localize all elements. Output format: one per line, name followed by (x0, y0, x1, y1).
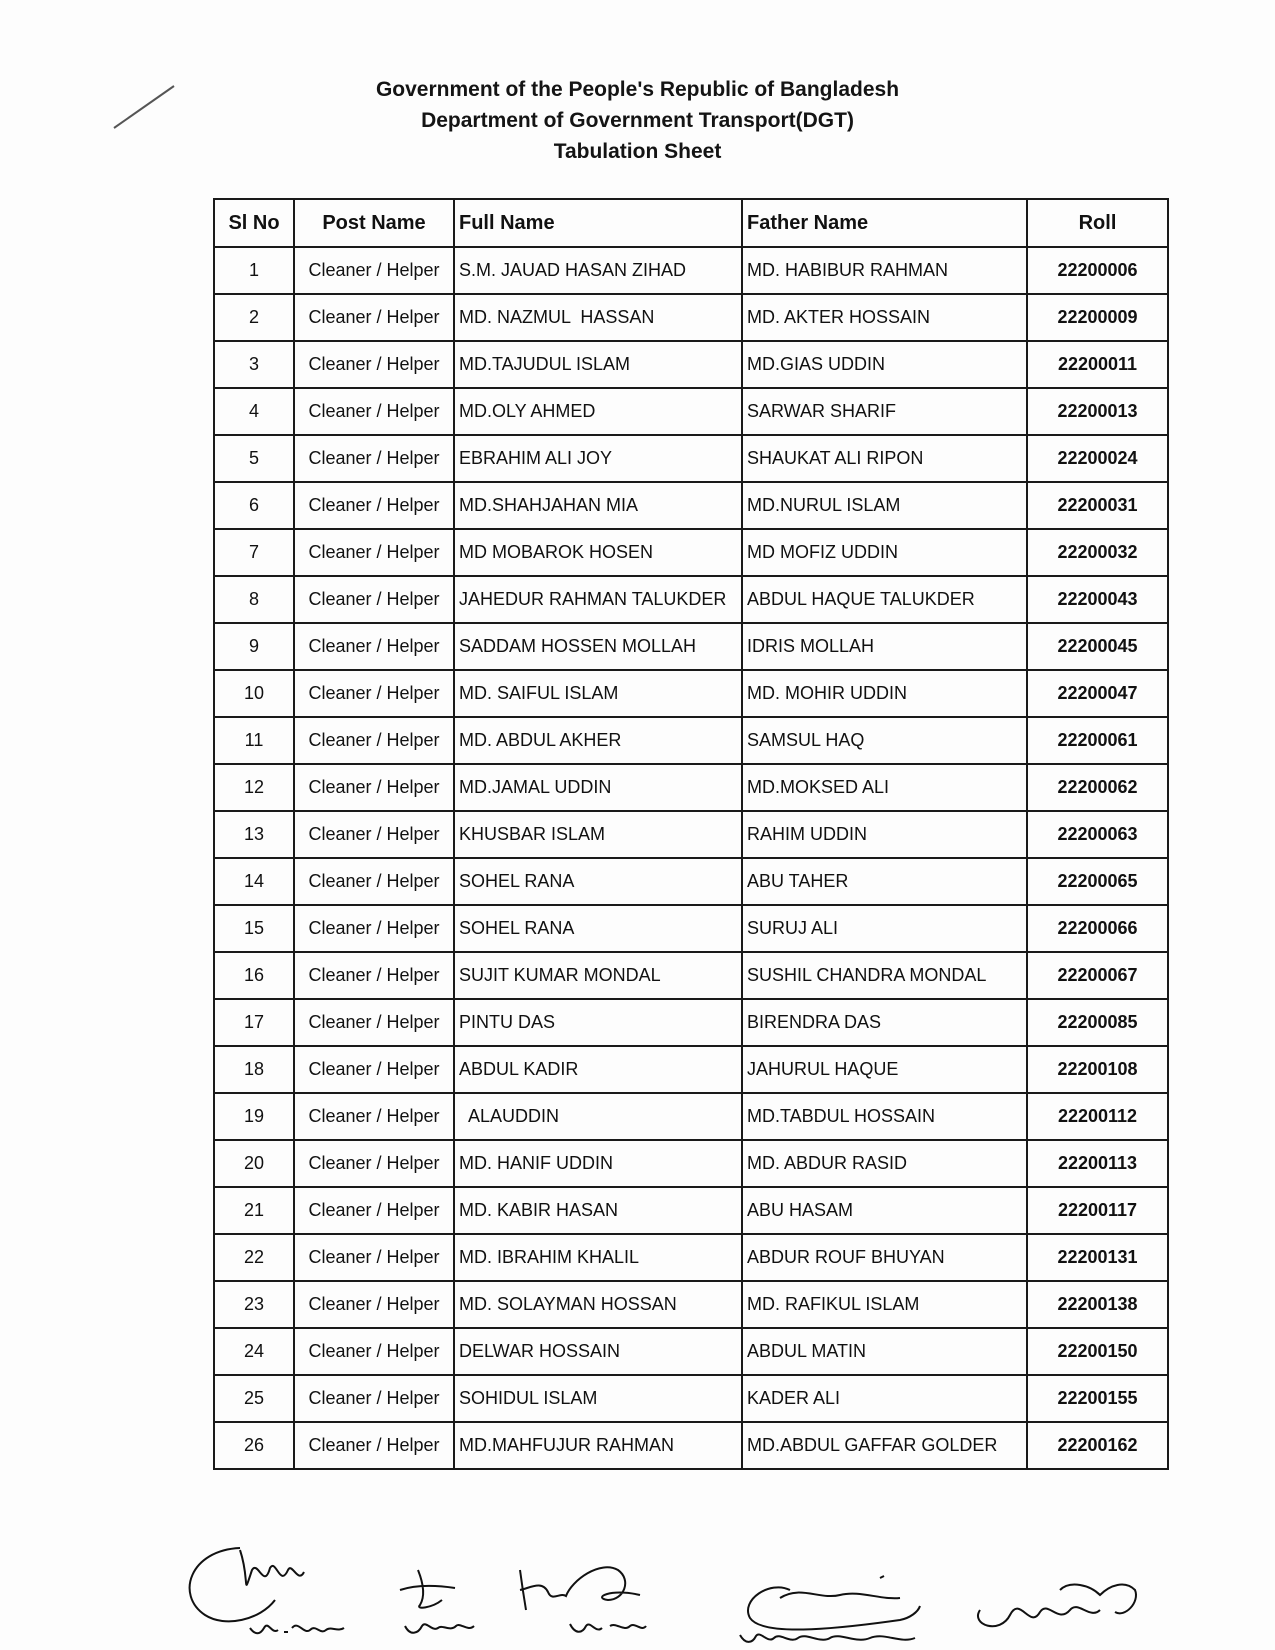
table-row (214, 341, 1168, 388)
cell-sl-no: 14 (214, 858, 294, 905)
cell-sl-no: 19 (214, 1093, 294, 1140)
cell-post-name: Cleaner / Helper (294, 1281, 454, 1328)
cell-father-name: KADER ALI (742, 1375, 1027, 1422)
cell-father-name: ABDUL MATIN (742, 1328, 1027, 1375)
cell-roll: 22200061 (1027, 717, 1168, 764)
cell-full-name: SOHIDUL ISLAM (454, 1375, 742, 1422)
cell-father-name: RAHIM UDDIN (742, 811, 1027, 858)
table-row (214, 1328, 1168, 1375)
cell-sl-no: 4 (214, 388, 294, 435)
cell-sl-no: 18 (214, 1046, 294, 1093)
table-header-row (214, 199, 1168, 247)
cell-sl-no: 25 (214, 1375, 294, 1422)
cell-sl-no: 16 (214, 952, 294, 999)
cell-full-name: KHUSBAR ISLAM (454, 811, 742, 858)
table-row (214, 952, 1168, 999)
table-row (214, 388, 1168, 435)
signature-4 (740, 1576, 920, 1642)
signatures-area (180, 1540, 1180, 1650)
cell-full-name: MD. HANIF UDDIN (454, 1140, 742, 1187)
cell-post-name: Cleaner / Helper (294, 576, 454, 623)
table-row (214, 1234, 1168, 1281)
table-row (214, 858, 1168, 905)
cell-full-name: EBRAHIM ALI JOY (454, 435, 742, 482)
cell-sl-no: 23 (214, 1281, 294, 1328)
header-sheet-title: Tabulation Sheet (553, 140, 722, 163)
signature-2 (400, 1570, 474, 1633)
cell-post-name: Cleaner / Helper (294, 388, 454, 435)
cell-roll: 22200150 (1027, 1328, 1168, 1375)
cell-post-name: Cleaner / Helper (294, 341, 454, 388)
cell-post-name: Cleaner / Helper (294, 999, 454, 1046)
cell-sl-no: 26 (214, 1422, 294, 1469)
table-row (214, 482, 1168, 529)
table-row (214, 576, 1168, 623)
cell-sl-no: 7 (214, 529, 294, 576)
cell-roll: 22200108 (1027, 1046, 1168, 1093)
cell-sl-no: 22 (214, 1234, 294, 1281)
table-row (214, 1422, 1168, 1469)
cell-roll: 22200006 (1027, 247, 1168, 294)
col-header-post: Post Name (294, 199, 454, 247)
cell-sl-no: 11 (214, 717, 294, 764)
cell-roll: 22200113 (1027, 1140, 1168, 1187)
table-row (214, 247, 1168, 294)
cell-father-name: JAHURUL HAQUE (742, 1046, 1027, 1093)
cell-father-name: ABU TAHER (742, 858, 1027, 905)
cell-full-name: MD.MAHFUJUR RAHMAN (454, 1422, 742, 1469)
cell-roll: 22200024 (1027, 435, 1168, 482)
cell-post-name: Cleaner / Helper (294, 1234, 454, 1281)
cell-post-name: Cleaner / Helper (294, 905, 454, 952)
table-row (214, 1140, 1168, 1187)
cell-roll: 22200043 (1027, 576, 1168, 623)
cell-roll: 22200085 (1027, 999, 1168, 1046)
cell-roll: 22200032 (1027, 529, 1168, 576)
table-row (214, 811, 1168, 858)
cell-full-name: SUJIT KUMAR MONDAL (454, 952, 742, 999)
cell-roll: 22200131 (1027, 1234, 1168, 1281)
cell-father-name: MD.GIAS UDDIN (742, 341, 1027, 388)
cell-father-name: MD. ABDUR RASID (742, 1140, 1027, 1187)
cell-sl-no: 15 (214, 905, 294, 952)
cell-post-name: Cleaner / Helper (294, 858, 454, 905)
cell-father-name: ABU HASAM (742, 1187, 1027, 1234)
col-header-full-name: Full Name (454, 199, 742, 247)
cell-father-name: ABDUR ROUF BHUYAN (742, 1234, 1027, 1281)
cell-father-name: MD. HABIBUR RAHMAN (742, 247, 1027, 294)
cell-full-name: SOHEL RANA (454, 858, 742, 905)
cell-roll: 22200067 (1027, 952, 1168, 999)
table-row (214, 1093, 1168, 1140)
cell-full-name: MD. NAZMUL HASSAN (454, 294, 742, 341)
cell-roll: 22200011 (1027, 341, 1168, 388)
cell-sl-no: 6 (214, 482, 294, 529)
cell-sl-no: 5 (214, 435, 294, 482)
cell-father-name: SHAUKAT ALI RIPON (742, 435, 1027, 482)
cell-father-name: MD MOFIZ UDDIN (742, 529, 1027, 576)
cell-full-name: MD.JAMAL UDDIN (454, 764, 742, 811)
cell-post-name: Cleaner / Helper (294, 1093, 454, 1140)
cell-father-name: SARWAR SHARIF (742, 388, 1027, 435)
cell-post-name: Cleaner / Helper (294, 1046, 454, 1093)
cell-full-name: SOHEL RANA (454, 905, 742, 952)
cell-post-name: Cleaner / Helper (294, 764, 454, 811)
table-row (214, 670, 1168, 717)
cell-father-name: SUSHIL CHANDRA MONDAL (742, 952, 1027, 999)
cell-post-name: Cleaner / Helper (294, 1375, 454, 1422)
table-row (214, 764, 1168, 811)
cell-father-name: SURUJ ALI (742, 905, 1027, 952)
table-row (214, 1187, 1168, 1234)
cell-full-name: MD. ABDUL AKHER (454, 717, 742, 764)
cell-roll: 22200045 (1027, 623, 1168, 670)
cell-full-name: MD. KABIR HASAN (454, 1187, 742, 1234)
cell-roll: 22200155 (1027, 1375, 1168, 1422)
cell-sl-no: 3 (214, 341, 294, 388)
document-header (0, 74, 1275, 167)
cell-full-name: SADDAM HOSSEN MOLLAH (454, 623, 742, 670)
cell-father-name: MD.TABDUL HOSSAIN (742, 1093, 1027, 1140)
cell-post-name: Cleaner / Helper (294, 247, 454, 294)
cell-sl-no: 1 (214, 247, 294, 294)
cell-father-name: MD. AKTER HOSSAIN (742, 294, 1027, 341)
cell-full-name: JAHEDUR RAHMAN TALUKDER (454, 576, 742, 623)
cell-father-name: MD.ABDUL GAFFAR GOLDER (742, 1422, 1027, 1469)
tabulation-table (213, 198, 1169, 1470)
cell-roll: 22200009 (1027, 294, 1168, 341)
cell-post-name: Cleaner / Helper (294, 670, 454, 717)
cell-father-name: IDRIS MOLLAH (742, 623, 1027, 670)
cell-full-name: ABDUL KADIR (454, 1046, 742, 1093)
cell-roll: 22200117 (1027, 1187, 1168, 1234)
cell-roll: 22200162 (1027, 1422, 1168, 1469)
cell-post-name: Cleaner / Helper (294, 482, 454, 529)
table-row (214, 999, 1168, 1046)
cell-father-name: MD.NURUL ISLAM (742, 482, 1027, 529)
cell-post-name: Cleaner / Helper (294, 811, 454, 858)
cell-sl-no: 10 (214, 670, 294, 717)
cell-roll: 22200031 (1027, 482, 1168, 529)
signature-5 (978, 1585, 1136, 1627)
cell-full-name: DELWAR HOSSAIN (454, 1328, 742, 1375)
table-row (214, 905, 1168, 952)
table-row (214, 717, 1168, 764)
cell-father-name: ABDUL HAQUE TALUKDER (742, 576, 1027, 623)
cell-roll: 22200013 (1027, 388, 1168, 435)
cell-full-name: PINTU DAS (454, 999, 742, 1046)
cell-roll: 22200063 (1027, 811, 1168, 858)
cell-post-name: Cleaner / Helper (294, 294, 454, 341)
table-row (214, 294, 1168, 341)
cell-sl-no: 20 (214, 1140, 294, 1187)
cell-full-name: MD. SAIFUL ISLAM (454, 670, 742, 717)
cell-full-name: MD. IBRAHIM KHALIL (454, 1234, 742, 1281)
table-row (214, 1281, 1168, 1328)
cell-full-name: S.M. JAUAD HASAN ZIHAD (454, 247, 742, 294)
cell-sl-no: 8 (214, 576, 294, 623)
cell-father-name: MD.MOKSED ALI (742, 764, 1027, 811)
col-header-roll: Roll (1027, 199, 1168, 247)
cell-sl-no: 17 (214, 999, 294, 1046)
table-row (214, 623, 1168, 670)
cell-father-name: BIRENDRA DAS (742, 999, 1027, 1046)
cell-post-name: Cleaner / Helper (294, 1422, 454, 1469)
cell-father-name: SAMSUL HAQ (742, 717, 1027, 764)
cell-roll: 22200065 (1027, 858, 1168, 905)
cell-full-name: MD.TAJUDUL ISLAM (454, 341, 742, 388)
table-row (214, 1046, 1168, 1093)
table-row (214, 435, 1168, 482)
cell-roll: 22200138 (1027, 1281, 1168, 1328)
header-government: Government of the People's Republic of Bangladesh (375, 78, 900, 101)
cell-post-name: Cleaner / Helper (294, 529, 454, 576)
table-row (214, 1375, 1168, 1422)
cell-father-name: MD. RAFIKUL ISLAM (742, 1281, 1027, 1328)
cell-roll: 22200066 (1027, 905, 1168, 952)
cell-full-name: MD.SHAHJAHAN MIA (454, 482, 742, 529)
cell-sl-no: 12 (214, 764, 294, 811)
cell-post-name: Cleaner / Helper (294, 1328, 454, 1375)
cell-sl-no: 21 (214, 1187, 294, 1234)
cell-full-name: ALAUDDIN (454, 1093, 742, 1140)
signature-1 (190, 1548, 344, 1633)
cell-sl-no: 24 (214, 1328, 294, 1375)
col-header-father-name: Father Name (742, 199, 1027, 247)
cell-sl-no: 2 (214, 294, 294, 341)
table-body (214, 247, 1168, 1469)
cell-post-name: Cleaner / Helper (294, 1140, 454, 1187)
cell-post-name: Cleaner / Helper (294, 1187, 454, 1234)
col-header-sl: Sl No (214, 199, 294, 247)
cell-post-name: Cleaner / Helper (294, 435, 454, 482)
cell-post-name: Cleaner / Helper (294, 952, 454, 999)
cell-father-name: MD. MOHIR UDDIN (742, 670, 1027, 717)
cell-roll: 22200112 (1027, 1093, 1168, 1140)
header-department: Department of Government Transport(DGT) (421, 109, 854, 132)
cell-full-name: MD.OLY AHMED (454, 388, 742, 435)
cell-post-name: Cleaner / Helper (294, 717, 454, 764)
cell-roll: 22200047 (1027, 670, 1168, 717)
cell-post-name: Cleaner / Helper (294, 623, 454, 670)
cell-full-name: MD MOBAROK HOSEN (454, 529, 742, 576)
table-row (214, 529, 1168, 576)
cell-roll: 22200062 (1027, 764, 1168, 811)
cell-sl-no: 13 (214, 811, 294, 858)
signature-3 (520, 1567, 646, 1631)
cell-full-name: MD. SOLAYMAN HOSSAN (454, 1281, 742, 1328)
cell-sl-no: 9 (214, 623, 294, 670)
